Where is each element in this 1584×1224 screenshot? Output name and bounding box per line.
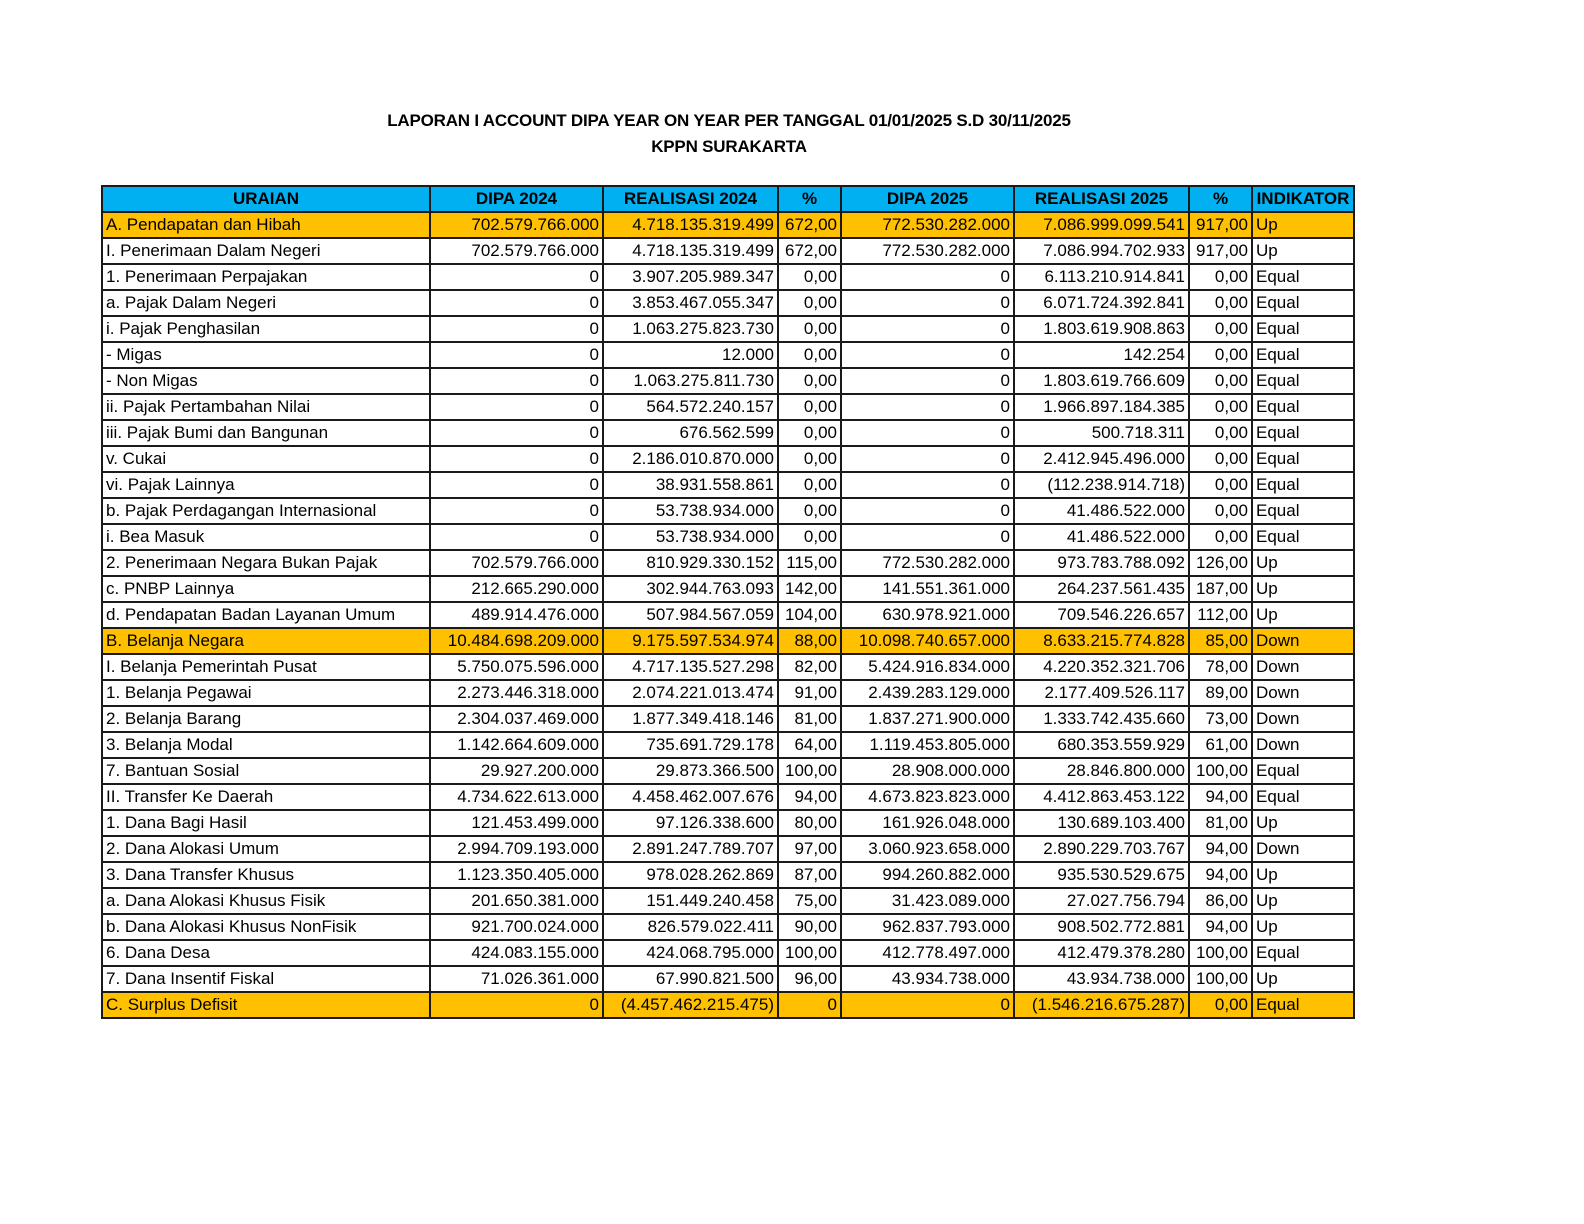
cell-uraian: B. Belanja Negara bbox=[102, 628, 430, 654]
cell-percent-2024: 90,00 bbox=[778, 914, 841, 940]
cell-uraian: b. Pajak Perdagangan Internasional bbox=[102, 498, 430, 524]
cell-percent-2025: 917,00 bbox=[1189, 238, 1252, 264]
cell-dipa-2025: 161.926.048.000 bbox=[841, 810, 1014, 836]
cell-indikator: Up bbox=[1252, 810, 1354, 836]
cell-realisasi-2024: 2.074.221.013.474 bbox=[603, 680, 778, 706]
cell-percent-2024: 142,00 bbox=[778, 576, 841, 602]
cell-dipa-2025: 31.423.089.000 bbox=[841, 888, 1014, 914]
cell-dipa-2024: 702.579.766.000 bbox=[430, 212, 603, 238]
cell-percent-2025: 126,00 bbox=[1189, 550, 1252, 576]
table-row bbox=[102, 342, 1354, 368]
cell-indikator: Equal bbox=[1252, 498, 1354, 524]
cell-percent-2025: 0,00 bbox=[1189, 368, 1252, 394]
cell-realisasi-2025: 6.071.724.392.841 bbox=[1014, 290, 1189, 316]
cell-indikator: Equal bbox=[1252, 940, 1354, 966]
cell-dipa-2024: 4.734.622.613.000 bbox=[430, 784, 603, 810]
cell-dipa-2025: 1.119.453.805.000 bbox=[841, 732, 1014, 758]
table-row-section bbox=[102, 628, 1354, 654]
cell-uraian: 2. Dana Alokasi Umum bbox=[102, 836, 430, 862]
cell-percent-2024: 0,00 bbox=[778, 420, 841, 446]
table-row-section bbox=[102, 992, 1354, 1018]
cell-dipa-2025: 0 bbox=[841, 316, 1014, 342]
cell-realisasi-2025: (112.238.914.718) bbox=[1014, 472, 1189, 498]
cell-uraian: 1. Dana Bagi Hasil bbox=[102, 810, 430, 836]
cell-dipa-2024: 0 bbox=[430, 316, 603, 342]
table-row bbox=[102, 654, 1354, 680]
cell-indikator: Equal bbox=[1252, 290, 1354, 316]
column-header-dipa-2024: DIPA 2024 bbox=[430, 186, 603, 212]
cell-uraian: 2. Belanja Barang bbox=[102, 706, 430, 732]
cell-percent-2025: 0,00 bbox=[1189, 498, 1252, 524]
cell-realisasi-2025: 680.353.559.929 bbox=[1014, 732, 1189, 758]
cell-dipa-2024: 0 bbox=[430, 446, 603, 472]
cell-dipa-2025: 28.908.000.000 bbox=[841, 758, 1014, 784]
cell-uraian: - Non Migas bbox=[102, 368, 430, 394]
cell-realisasi-2025: 1.966.897.184.385 bbox=[1014, 394, 1189, 420]
cell-uraian: C. Surplus Defisit bbox=[102, 992, 430, 1018]
cell-dipa-2024: 10.484.698.209.000 bbox=[430, 628, 603, 654]
cell-uraian: ii. Pajak Pertambahan Nilai bbox=[102, 394, 430, 420]
cell-indikator: Equal bbox=[1252, 524, 1354, 550]
cell-dipa-2024: 1.123.350.405.000 bbox=[430, 862, 603, 888]
cell-percent-2025: 89,00 bbox=[1189, 680, 1252, 706]
cell-dipa-2024: 5.750.075.596.000 bbox=[430, 654, 603, 680]
cell-uraian: i. Bea Masuk bbox=[102, 524, 430, 550]
cell-realisasi-2024: 9.175.597.534.974 bbox=[603, 628, 778, 654]
cell-dipa-2024: 921.700.024.000 bbox=[430, 914, 603, 940]
cell-dipa-2024: 0 bbox=[430, 472, 603, 498]
column-header-percent-2024: % bbox=[778, 186, 841, 212]
cell-realisasi-2024: 53.738.934.000 bbox=[603, 524, 778, 550]
cell-dipa-2025: 772.530.282.000 bbox=[841, 238, 1014, 264]
cell-percent-2025: 187,00 bbox=[1189, 576, 1252, 602]
cell-realisasi-2025: 500.718.311 bbox=[1014, 420, 1189, 446]
table-row bbox=[102, 862, 1354, 888]
cell-dipa-2025: 10.098.740.657.000 bbox=[841, 628, 1014, 654]
cell-percent-2024: 88,00 bbox=[778, 628, 841, 654]
cell-realisasi-2024: 29.873.366.500 bbox=[603, 758, 778, 784]
cell-uraian: i. Pajak Penghasilan bbox=[102, 316, 430, 342]
cell-dipa-2025: 2.439.283.129.000 bbox=[841, 680, 1014, 706]
cell-realisasi-2024: 151.449.240.458 bbox=[603, 888, 778, 914]
cell-realisasi-2024: 1.063.275.823.730 bbox=[603, 316, 778, 342]
cell-indikator: Up bbox=[1252, 602, 1354, 628]
cell-indikator: Equal bbox=[1252, 992, 1354, 1018]
cell-indikator: Equal bbox=[1252, 316, 1354, 342]
cell-dipa-2024: 0 bbox=[430, 290, 603, 316]
cell-dipa-2025: 0 bbox=[841, 394, 1014, 420]
cell-uraian: vi. Pajak Lainnya bbox=[102, 472, 430, 498]
cell-percent-2025: 94,00 bbox=[1189, 836, 1252, 862]
cell-indikator: Equal bbox=[1252, 472, 1354, 498]
cell-realisasi-2024: 67.990.821.500 bbox=[603, 966, 778, 992]
cell-indikator: Up bbox=[1252, 576, 1354, 602]
table-row bbox=[102, 602, 1354, 628]
cell-indikator: Equal bbox=[1252, 420, 1354, 446]
table-row bbox=[102, 706, 1354, 732]
table-row bbox=[102, 836, 1354, 862]
cell-percent-2024: 0,00 bbox=[778, 498, 841, 524]
cell-uraian: b. Dana Alokasi Khusus NonFisik bbox=[102, 914, 430, 940]
cell-percent-2024: 0,00 bbox=[778, 446, 841, 472]
cell-percent-2024: 100,00 bbox=[778, 940, 841, 966]
cell-percent-2024: 0,00 bbox=[778, 290, 841, 316]
cell-percent-2025: 86,00 bbox=[1189, 888, 1252, 914]
cell-uraian: - Migas bbox=[102, 342, 430, 368]
cell-percent-2025: 0,00 bbox=[1189, 394, 1252, 420]
cell-realisasi-2024: 1.877.349.418.146 bbox=[603, 706, 778, 732]
cell-indikator: Equal bbox=[1252, 342, 1354, 368]
cell-realisasi-2025: 7.086.994.702.933 bbox=[1014, 238, 1189, 264]
cell-realisasi-2024: 4.718.135.319.499 bbox=[603, 238, 778, 264]
cell-dipa-2024: 0 bbox=[430, 264, 603, 290]
cell-dipa-2024: 0 bbox=[430, 420, 603, 446]
cell-dipa-2025: 962.837.793.000 bbox=[841, 914, 1014, 940]
cell-dipa-2024: 702.579.766.000 bbox=[430, 238, 603, 264]
table-row bbox=[102, 758, 1354, 784]
table-row bbox=[102, 394, 1354, 420]
cell-dipa-2025: 4.673.823.823.000 bbox=[841, 784, 1014, 810]
cell-percent-2024: 0,00 bbox=[778, 472, 841, 498]
cell-indikator: Equal bbox=[1252, 784, 1354, 810]
cell-dipa-2025: 0 bbox=[841, 446, 1014, 472]
cell-percent-2024: 104,00 bbox=[778, 602, 841, 628]
cell-uraian: a. Pajak Dalam Negeri bbox=[102, 290, 430, 316]
cell-dipa-2025: 412.778.497.000 bbox=[841, 940, 1014, 966]
cell-dipa-2025: 5.424.916.834.000 bbox=[841, 654, 1014, 680]
cell-percent-2025: 73,00 bbox=[1189, 706, 1252, 732]
table-row bbox=[102, 550, 1354, 576]
cell-percent-2024: 0,00 bbox=[778, 394, 841, 420]
cell-realisasi-2025: 935.530.529.675 bbox=[1014, 862, 1189, 888]
table-row bbox=[102, 966, 1354, 992]
cell-realisasi-2025: 908.502.772.881 bbox=[1014, 914, 1189, 940]
cell-percent-2024: 0,00 bbox=[778, 368, 841, 394]
cell-dipa-2025: 0 bbox=[841, 368, 1014, 394]
column-header-realisasi-2025: REALISASI 2025 bbox=[1014, 186, 1189, 212]
cell-realisasi-2025: 4.220.352.321.706 bbox=[1014, 654, 1189, 680]
cell-uraian: d. Pendapatan Badan Layanan Umum bbox=[102, 602, 430, 628]
cell-percent-2025: 61,00 bbox=[1189, 732, 1252, 758]
cell-percent-2025: 0,00 bbox=[1189, 316, 1252, 342]
cell-realisasi-2025: 41.486.522.000 bbox=[1014, 524, 1189, 550]
cell-percent-2024: 0 bbox=[778, 992, 841, 1018]
cell-realisasi-2024: 3.853.467.055.347 bbox=[603, 290, 778, 316]
cell-percent-2025: 100,00 bbox=[1189, 758, 1252, 784]
cell-realisasi-2024: 676.562.599 bbox=[603, 420, 778, 446]
cell-realisasi-2024: (4.457.462.215.475) bbox=[603, 992, 778, 1018]
cell-realisasi-2024: 4.718.135.319.499 bbox=[603, 212, 778, 238]
cell-dipa-2025: 0 bbox=[841, 498, 1014, 524]
cell-indikator: Equal bbox=[1252, 446, 1354, 472]
cell-uraian: 3. Dana Transfer Khusus bbox=[102, 862, 430, 888]
cell-percent-2025: 0,00 bbox=[1189, 524, 1252, 550]
cell-realisasi-2024: 3.907.205.989.347 bbox=[603, 264, 778, 290]
cell-indikator: Down bbox=[1252, 732, 1354, 758]
table-row bbox=[102, 264, 1354, 290]
table-row bbox=[102, 914, 1354, 940]
cell-indikator: Up bbox=[1252, 888, 1354, 914]
cell-dipa-2024: 2.304.037.469.000 bbox=[430, 706, 603, 732]
cell-realisasi-2024: 978.028.262.869 bbox=[603, 862, 778, 888]
cell-dipa-2025: 141.551.361.000 bbox=[841, 576, 1014, 602]
cell-realisasi-2025: 27.027.756.794 bbox=[1014, 888, 1189, 914]
cell-percent-2024: 0,00 bbox=[778, 264, 841, 290]
cell-realisasi-2025: 1.803.619.908.863 bbox=[1014, 316, 1189, 342]
table-row bbox=[102, 290, 1354, 316]
column-header-dipa-2025: DIPA 2025 bbox=[841, 186, 1014, 212]
cell-uraian: iii. Pajak Bumi dan Bangunan bbox=[102, 420, 430, 446]
cell-percent-2025: 917,00 bbox=[1189, 212, 1252, 238]
cell-realisasi-2024: 507.984.567.059 bbox=[603, 602, 778, 628]
cell-percent-2024: 100,00 bbox=[778, 758, 841, 784]
table-row bbox=[102, 576, 1354, 602]
cell-percent-2024: 672,00 bbox=[778, 238, 841, 264]
cell-uraian: II. Transfer Ke Daerah bbox=[102, 784, 430, 810]
cell-realisasi-2025: (1.546.216.675.287) bbox=[1014, 992, 1189, 1018]
cell-percent-2024: 0,00 bbox=[778, 342, 841, 368]
cell-realisasi-2025: 43.934.738.000 bbox=[1014, 966, 1189, 992]
cell-uraian: v. Cukai bbox=[102, 446, 430, 472]
cell-dipa-2025: 0 bbox=[841, 420, 1014, 446]
cell-dipa-2024: 0 bbox=[430, 342, 603, 368]
cell-percent-2024: 96,00 bbox=[778, 966, 841, 992]
cell-dipa-2024: 29.927.200.000 bbox=[430, 758, 603, 784]
cell-indikator: Equal bbox=[1252, 264, 1354, 290]
cell-realisasi-2025: 6.113.210.914.841 bbox=[1014, 264, 1189, 290]
cell-realisasi-2024: 302.944.763.093 bbox=[603, 576, 778, 602]
cell-dipa-2024: 1.142.664.609.000 bbox=[430, 732, 603, 758]
cell-percent-2024: 94,00 bbox=[778, 784, 841, 810]
cell-uraian: 1. Belanja Pegawai bbox=[102, 680, 430, 706]
report-subtitle: KPPN SURAKARTA bbox=[651, 137, 807, 156]
cell-realisasi-2024: 424.068.795.000 bbox=[603, 940, 778, 966]
cell-percent-2024: 115,00 bbox=[778, 550, 841, 576]
cell-percent-2025: 0,00 bbox=[1189, 446, 1252, 472]
cell-realisasi-2024: 735.691.729.178 bbox=[603, 732, 778, 758]
cell-realisasi-2024: 1.063.275.811.730 bbox=[603, 368, 778, 394]
cell-dipa-2024: 201.650.381.000 bbox=[430, 888, 603, 914]
cell-percent-2024: 97,00 bbox=[778, 836, 841, 862]
cell-realisasi-2025: 7.086.999.099.541 bbox=[1014, 212, 1189, 238]
cell-dipa-2025: 0 bbox=[841, 264, 1014, 290]
cell-realisasi-2025: 142.254 bbox=[1014, 342, 1189, 368]
cell-percent-2024: 80,00 bbox=[778, 810, 841, 836]
cell-dipa-2025: 1.837.271.900.000 bbox=[841, 706, 1014, 732]
cell-dipa-2025: 630.978.921.000 bbox=[841, 602, 1014, 628]
table-row bbox=[102, 420, 1354, 446]
cell-indikator: Up bbox=[1252, 550, 1354, 576]
cell-uraian: c. PNBP Lainnya bbox=[102, 576, 430, 602]
cell-indikator: Up bbox=[1252, 862, 1354, 888]
cell-indikator: Equal bbox=[1252, 758, 1354, 784]
cell-dipa-2025: 772.530.282.000 bbox=[841, 212, 1014, 238]
cell-dipa-2025: 0 bbox=[841, 290, 1014, 316]
cell-dipa-2024: 2.994.709.193.000 bbox=[430, 836, 603, 862]
cell-uraian: I. Belanja Pemerintah Pusat bbox=[102, 654, 430, 680]
cell-dipa-2024: 489.914.476.000 bbox=[430, 602, 603, 628]
cell-percent-2025: 0,00 bbox=[1189, 342, 1252, 368]
cell-percent-2025: 0,00 bbox=[1189, 290, 1252, 316]
cell-percent-2024: 87,00 bbox=[778, 862, 841, 888]
report-title: LAPORAN I ACCOUNT DIPA YEAR ON YEAR PER TANGGAL 01/01/2025 S.D 30/11/2025 bbox=[387, 111, 1071, 130]
table-row bbox=[102, 446, 1354, 472]
cell-dipa-2025: 994.260.882.000 bbox=[841, 862, 1014, 888]
table-row bbox=[102, 316, 1354, 342]
cell-realisasi-2024: 97.126.338.600 bbox=[603, 810, 778, 836]
cell-realisasi-2025: 8.633.215.774.828 bbox=[1014, 628, 1189, 654]
cell-realisasi-2025: 973.783.788.092 bbox=[1014, 550, 1189, 576]
cell-uraian: I. Penerimaan Dalam Negeri bbox=[102, 238, 430, 264]
cell-dipa-2024: 0 bbox=[430, 498, 603, 524]
cell-indikator: Down bbox=[1252, 706, 1354, 732]
cell-percent-2024: 91,00 bbox=[778, 680, 841, 706]
cell-percent-2025: 100,00 bbox=[1189, 940, 1252, 966]
cell-indikator: Down bbox=[1252, 680, 1354, 706]
cell-dipa-2025: 0 bbox=[841, 472, 1014, 498]
cell-percent-2024: 75,00 bbox=[778, 888, 841, 914]
table-row bbox=[102, 732, 1354, 758]
cell-realisasi-2024: 38.931.558.861 bbox=[603, 472, 778, 498]
column-header-realisasi-2024: REALISASI 2024 bbox=[603, 186, 778, 212]
cell-indikator: Down bbox=[1252, 836, 1354, 862]
cell-percent-2025: 81,00 bbox=[1189, 810, 1252, 836]
cell-realisasi-2025: 28.846.800.000 bbox=[1014, 758, 1189, 784]
cell-percent-2025: 0,00 bbox=[1189, 264, 1252, 290]
cell-percent-2025: 100,00 bbox=[1189, 966, 1252, 992]
cell-dipa-2024: 0 bbox=[430, 368, 603, 394]
cell-dipa-2024: 71.026.361.000 bbox=[430, 966, 603, 992]
cell-dipa-2024: 2.273.446.318.000 bbox=[430, 680, 603, 706]
cell-dipa-2025: 43.934.738.000 bbox=[841, 966, 1014, 992]
cell-dipa-2024: 0 bbox=[430, 394, 603, 420]
cell-indikator: Down bbox=[1252, 654, 1354, 680]
table-row bbox=[102, 784, 1354, 810]
cell-uraian: a. Dana Alokasi Khusus Fisik bbox=[102, 888, 430, 914]
table-row bbox=[102, 888, 1354, 914]
cell-percent-2024: 0,00 bbox=[778, 524, 841, 550]
cell-indikator: Up bbox=[1252, 238, 1354, 264]
table-body bbox=[102, 212, 1354, 1018]
cell-percent-2025: 0,00 bbox=[1189, 420, 1252, 446]
cell-realisasi-2024: 826.579.022.411 bbox=[603, 914, 778, 940]
cell-dipa-2024: 121.453.499.000 bbox=[430, 810, 603, 836]
cell-realisasi-2025: 41.486.522.000 bbox=[1014, 498, 1189, 524]
cell-realisasi-2025: 130.689.103.400 bbox=[1014, 810, 1189, 836]
cell-uraian: 1. Penerimaan Perpajakan bbox=[102, 264, 430, 290]
cell-realisasi-2025: 709.546.226.657 bbox=[1014, 602, 1189, 628]
cell-realisasi-2024: 4.458.462.007.676 bbox=[603, 784, 778, 810]
cell-percent-2024: 82,00 bbox=[778, 654, 841, 680]
cell-indikator: Down bbox=[1252, 628, 1354, 654]
cell-realisasi-2025: 2.890.229.703.767 bbox=[1014, 836, 1189, 862]
cell-uraian: 3. Belanja Modal bbox=[102, 732, 430, 758]
cell-realisasi-2025: 2.412.945.496.000 bbox=[1014, 446, 1189, 472]
cell-realisasi-2024: 4.717.135.527.298 bbox=[603, 654, 778, 680]
column-header-indikator: INDIKATOR bbox=[1252, 186, 1354, 212]
cell-percent-2025: 94,00 bbox=[1189, 862, 1252, 888]
table-row bbox=[102, 810, 1354, 836]
cell-indikator: Equal bbox=[1252, 368, 1354, 394]
cell-realisasi-2025: 264.237.561.435 bbox=[1014, 576, 1189, 602]
cell-realisasi-2024: 53.738.934.000 bbox=[603, 498, 778, 524]
cell-percent-2025: 0,00 bbox=[1189, 992, 1252, 1018]
cell-percent-2025: 85,00 bbox=[1189, 628, 1252, 654]
cell-dipa-2025: 3.060.923.658.000 bbox=[841, 836, 1014, 862]
cell-uraian: 2. Penerimaan Negara Bukan Pajak bbox=[102, 550, 430, 576]
cell-dipa-2024: 702.579.766.000 bbox=[430, 550, 603, 576]
cell-realisasi-2025: 1.333.742.435.660 bbox=[1014, 706, 1189, 732]
cell-realisasi-2024: 810.929.330.152 bbox=[603, 550, 778, 576]
cell-realisasi-2025: 412.479.378.280 bbox=[1014, 940, 1189, 966]
cell-uraian: A. Pendapatan dan Hibah bbox=[102, 212, 430, 238]
cell-indikator: Up bbox=[1252, 914, 1354, 940]
cell-indikator: Up bbox=[1252, 212, 1354, 238]
cell-indikator: Equal bbox=[1252, 394, 1354, 420]
cell-percent-2025: 78,00 bbox=[1189, 654, 1252, 680]
cell-percent-2024: 672,00 bbox=[778, 212, 841, 238]
cell-dipa-2025: 772.530.282.000 bbox=[841, 550, 1014, 576]
table-row bbox=[102, 472, 1354, 498]
table-row bbox=[102, 498, 1354, 524]
table-row-section bbox=[102, 212, 1354, 238]
column-header-percent-2025: % bbox=[1189, 186, 1252, 212]
cell-dipa-2024: 0 bbox=[430, 992, 603, 1018]
cell-percent-2024: 64,00 bbox=[778, 732, 841, 758]
table-row bbox=[102, 940, 1354, 966]
cell-indikator: Up bbox=[1252, 966, 1354, 992]
cell-percent-2024: 0,00 bbox=[778, 316, 841, 342]
cell-realisasi-2025: 4.412.863.453.122 bbox=[1014, 784, 1189, 810]
cell-dipa-2024: 424.083.155.000 bbox=[430, 940, 603, 966]
cell-uraian: 7. Bantuan Sosial bbox=[102, 758, 430, 784]
cell-uraian: 7. Dana Insentif Fiskal bbox=[102, 966, 430, 992]
cell-realisasi-2025: 1.803.619.766.609 bbox=[1014, 368, 1189, 394]
cell-dipa-2024: 0 bbox=[430, 524, 603, 550]
cell-percent-2025: 94,00 bbox=[1189, 914, 1252, 940]
table-row bbox=[102, 238, 1354, 264]
cell-dipa-2025: 0 bbox=[841, 992, 1014, 1018]
table-row bbox=[102, 680, 1354, 706]
table-row bbox=[102, 368, 1354, 394]
report-table bbox=[101, 185, 1355, 1019]
cell-realisasi-2025: 2.177.409.526.117 bbox=[1014, 680, 1189, 706]
cell-percent-2025: 112,00 bbox=[1189, 602, 1252, 628]
cell-realisasi-2024: 12.000 bbox=[603, 342, 778, 368]
cell-realisasi-2024: 564.572.240.157 bbox=[603, 394, 778, 420]
cell-realisasi-2024: 2.186.010.870.000 bbox=[603, 446, 778, 472]
cell-dipa-2025: 0 bbox=[841, 524, 1014, 550]
cell-percent-2025: 94,00 bbox=[1189, 784, 1252, 810]
cell-dipa-2024: 212.665.290.000 bbox=[430, 576, 603, 602]
cell-percent-2024: 81,00 bbox=[778, 706, 841, 732]
cell-dipa-2025: 0 bbox=[841, 342, 1014, 368]
column-header-uraian: URAIAN bbox=[102, 186, 430, 212]
cell-uraian: 6. Dana Desa bbox=[102, 940, 430, 966]
table-row bbox=[102, 524, 1354, 550]
cell-percent-2025: 0,00 bbox=[1189, 472, 1252, 498]
table-header-row bbox=[102, 186, 1354, 212]
cell-realisasi-2024: 2.891.247.789.707 bbox=[603, 836, 778, 862]
